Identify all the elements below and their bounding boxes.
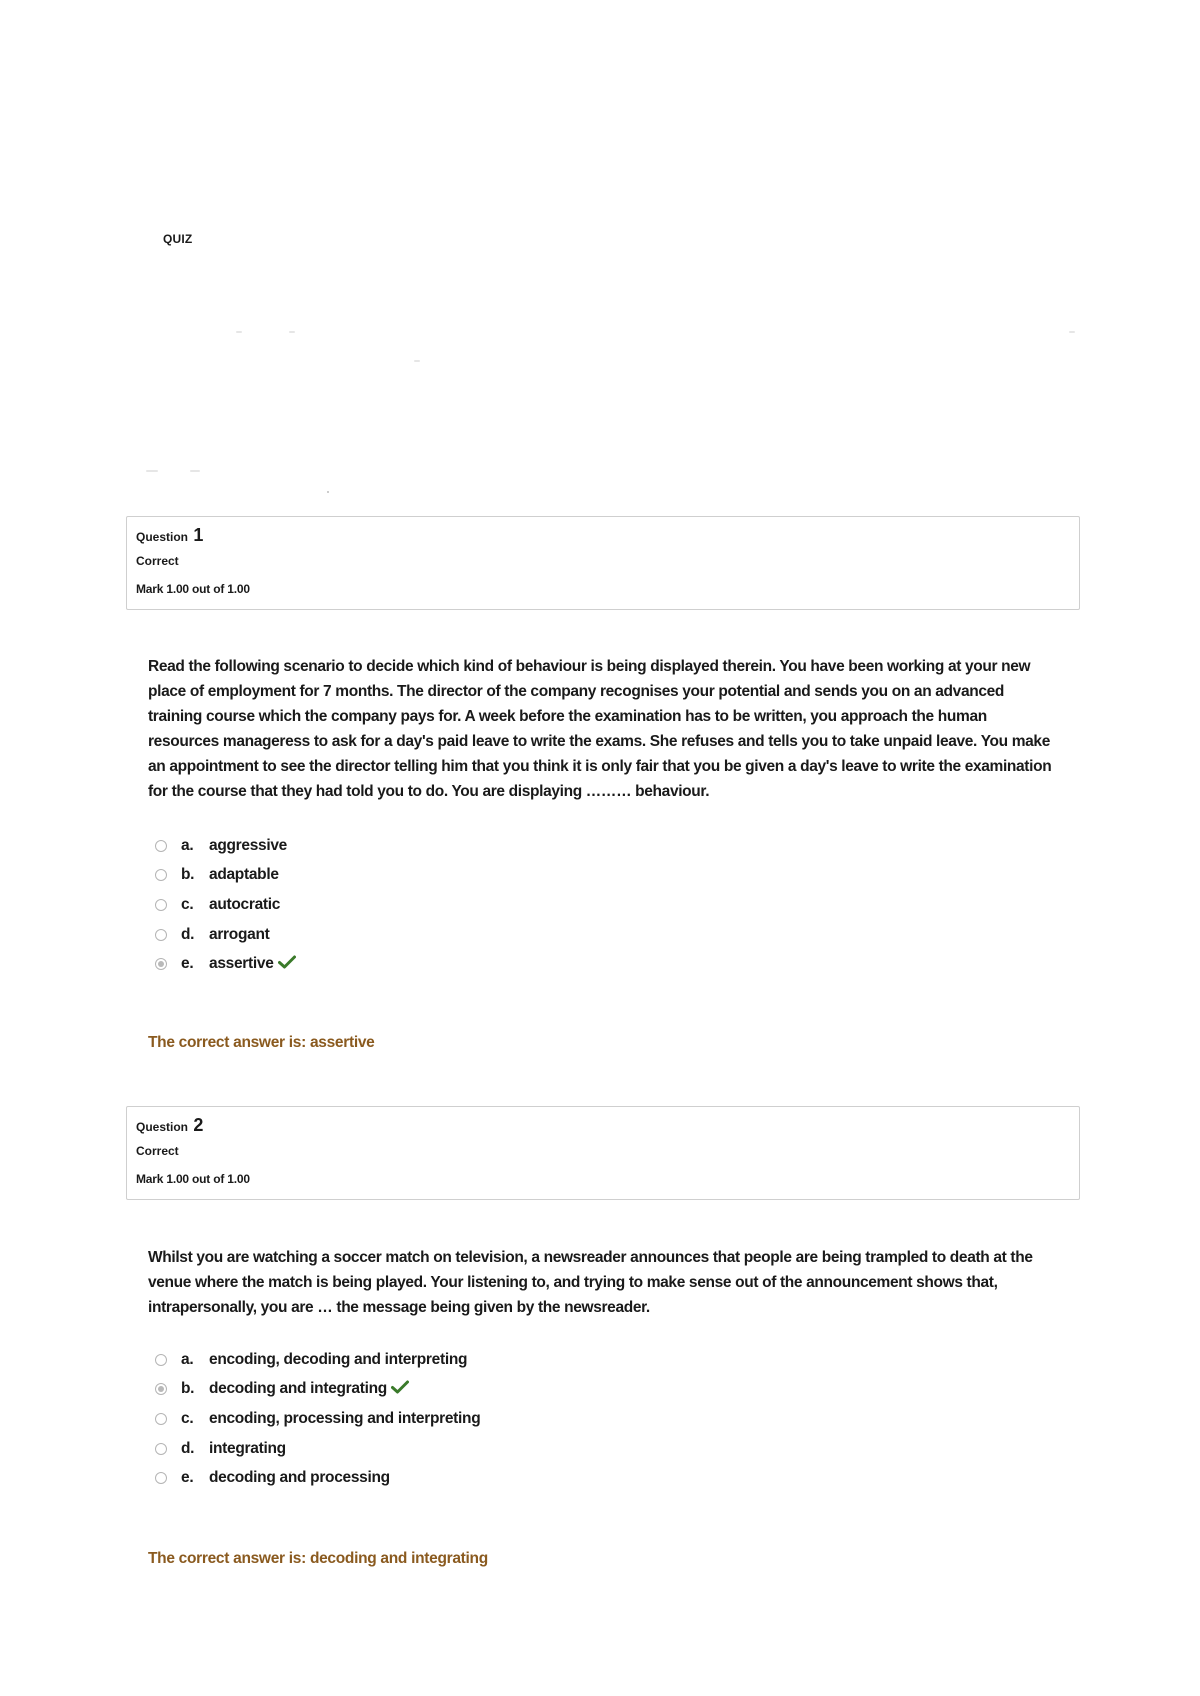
question-grade: Mark 1.00 out of 1.00 [136,582,250,596]
answer-label: aggressive [209,836,287,854]
faint-mark [1069,331,1075,333]
radio-button[interactable] [155,1413,167,1425]
answer-label: assertive [209,955,274,973]
correct-answer-feedback: The correct answer is: assertive [148,1034,375,1051]
page-label: QUIZ [163,232,193,246]
answer-option[interactable] [155,1345,480,1375]
answer-option[interactable] [155,890,296,920]
answer-letter: c. [181,895,194,913]
correct-answer-feedback: The correct answer is: decoding and integrating [148,1550,488,1567]
answer-letter: b. [181,1380,195,1398]
answer-option-selected[interactable] [155,949,296,979]
check-icon [391,1380,409,1399]
question-state: Correct [136,554,179,568]
question-label: Question [136,1120,189,1134]
radio-button[interactable] [155,840,167,852]
question-number-value: 2 [193,1115,204,1135]
faint-mark [289,331,295,333]
radio-button-checked[interactable] [155,958,167,970]
answer-label: encoding, processing and interpreting [209,1409,481,1427]
check-icon [278,955,296,974]
answer-label: decoding and integrating [209,1380,387,1398]
answer-letter: e. [181,1469,194,1487]
answer-letter: a. [181,836,194,854]
radio-button[interactable] [155,869,167,881]
radio-button[interactable] [155,929,167,941]
faint-mark [236,331,242,333]
answer-option-selected[interactable] [155,1375,480,1405]
question-text: Whilst you are watching a soccer match on television, a newsreader announces that people are being trampled to death at the venue where the match is being played. Your listening to, and trying to make sense out of the announcement shows that, intrapersonally, you are … the message being given by the newsreader. [148,1249,1033,1316]
question-label: Question [136,530,189,544]
answer-letter: a. [181,1350,194,1368]
question-number-value: 1 [193,525,204,545]
faint-mark [414,360,420,362]
faint-mark [146,470,158,472]
question-grade: Mark 1.00 out of 1.00 [136,1172,250,1186]
question-info-box [126,516,1080,610]
answer-label: arrogant [209,925,270,943]
answer-option[interactable] [155,861,296,891]
answer-label: encoding, decoding and interpreting [209,1350,468,1368]
answer-option[interactable] [155,1404,480,1434]
radio-button[interactable] [155,1443,167,1455]
answer-list [155,831,296,979]
answer-option[interactable] [155,1463,480,1493]
radio-button[interactable] [155,899,167,911]
radio-button-checked[interactable] [155,1383,167,1395]
answer-label: adaptable [209,866,279,884]
answer-letter: c. [181,1409,194,1427]
answer-letter: d. [181,925,195,943]
answer-option[interactable] [155,920,296,950]
answer-label: integrating [209,1439,286,1457]
question-number [136,1115,1070,1137]
answer-label: autocratic [209,895,281,913]
answer-letter: b. [181,866,195,884]
answer-letter: e. [181,955,194,973]
answer-letter: d. [181,1439,195,1457]
answer-label: decoding and processing [209,1469,390,1487]
question-text: Read the following scenario to decide which kind of behaviour is being displayed therein. You have been working at your new place of employment for 7 months. The director of the company recognises your potential and sends you on an advanced training course which the company pays for. A week before the examination has to be written, you approach the human resources manageress to ask for a day's paid leave to write the exams. She refuses and tells you to take unpaid leave. You make an appointment to see the director telling him that you think it is only fair that you be given a day's leave to write the examination for the course that they had told you to do. You are displaying ……… behaviour. [148,658,1052,800]
faint-mark [190,470,200,472]
question-number [136,525,1070,547]
answer-option[interactable] [155,1434,480,1464]
question-info-box [126,1106,1080,1200]
question-state: Correct [136,1144,179,1158]
radio-button[interactable] [155,1354,167,1366]
faint-mark [327,491,329,493]
radio-button[interactable] [155,1472,167,1484]
answer-option[interactable] [155,831,296,861]
answer-list [155,1345,480,1493]
